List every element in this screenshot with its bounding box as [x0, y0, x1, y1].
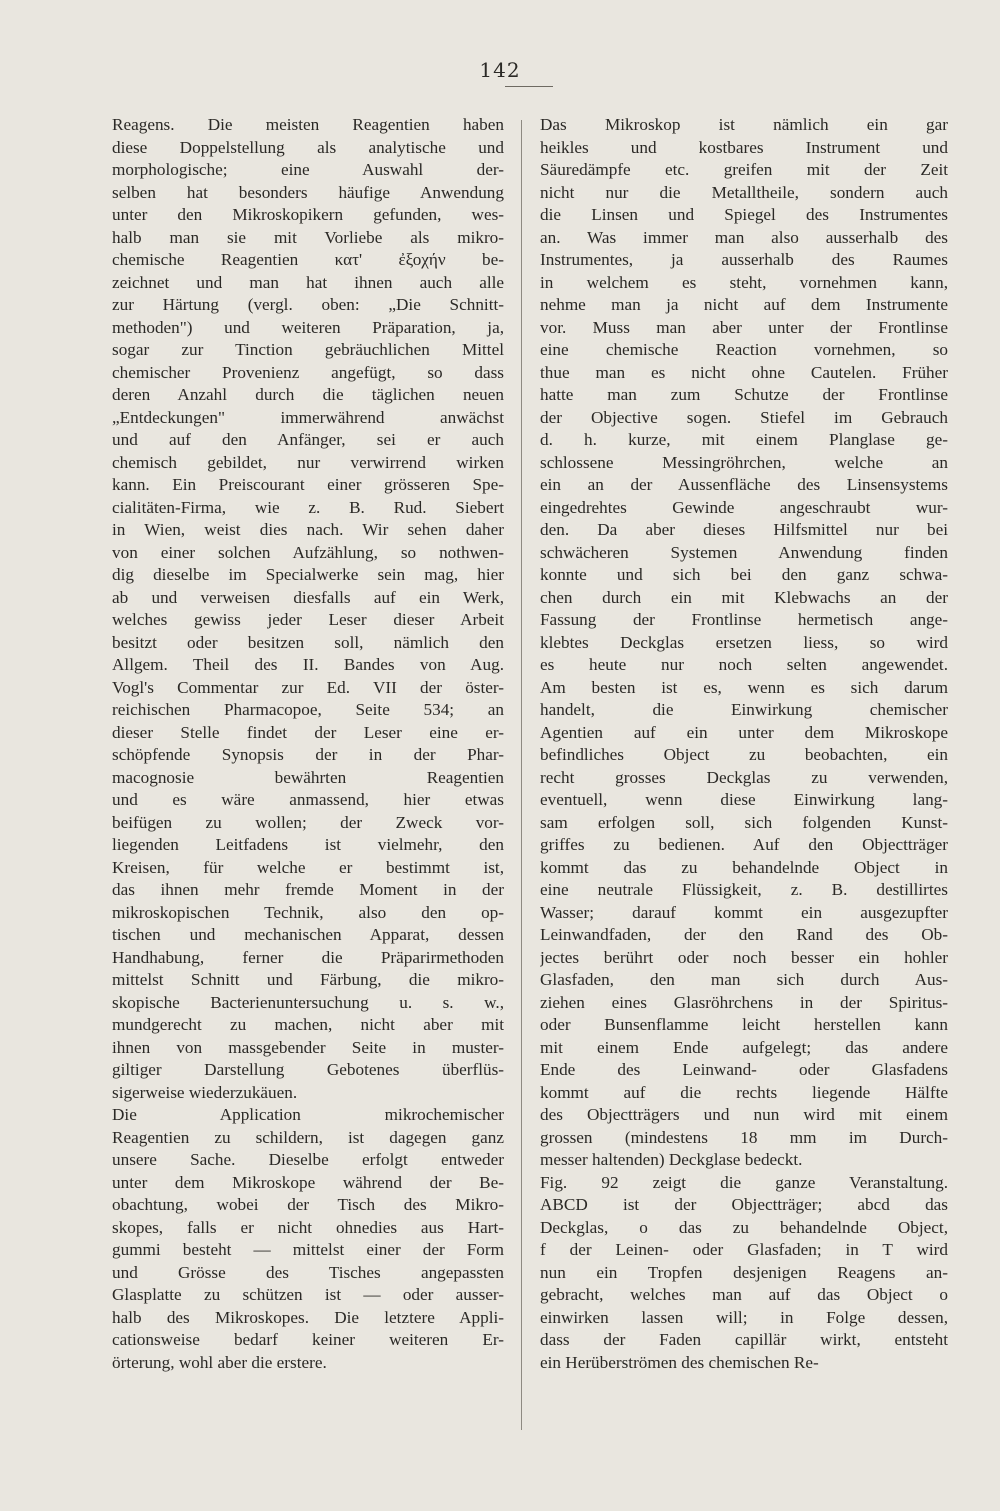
page-number-rule	[505, 86, 553, 87]
text-line: schlossene Messingröhrchen, welche an	[540, 452, 948, 472]
text-line: morphologische; eine Auswahl der-	[112, 160, 504, 179]
text-line: sam erfolgen soll, sich folgenden Kunst-	[540, 812, 948, 832]
text-line: kommt auf die rechts liegende Hälfte	[540, 1082, 948, 1102]
text-line: ihnen von massgebender Seite in muster-	[112, 1037, 504, 1057]
text-line: recht grosses Deckglas zu verwenden,	[540, 767, 948, 787]
text-line: besitzt oder besitzen soll, nämlich den	[112, 632, 504, 652]
text-line: mit einem Ende aufgelegt; das andere	[540, 1037, 948, 1057]
text-line: das ihnen mehr fremde Moment in der	[112, 880, 504, 899]
text-line: oder Bunsenflamme leicht herstellen kann	[540, 1015, 948, 1034]
text-line: den. Da aber dieses Hilfsmittel nur bei	[540, 520, 948, 539]
text-line: Kreisen, für welche er bestimmt ist,	[112, 857, 504, 877]
text-line: ABCD ist der Objectträger; abcd das	[540, 1195, 948, 1214]
text-line: Agentien auf ein unter dem Mikroskope	[540, 722, 948, 742]
text-line: Glasfaden, den man sich durch Aus-	[540, 970, 948, 989]
text-line: diese Doppelstellung als analytische und	[112, 137, 504, 157]
text-line: und es wäre anmassend, hier etwas	[112, 790, 504, 809]
text-line: Handhabung, ferner die Präparirmethoden	[112, 947, 504, 967]
text-line: Deckglas, o das zu behandelnde Object,	[540, 1217, 948, 1237]
page-number: 142	[479, 58, 521, 82]
text-line: ab und verweisen diesfalls auf ein Werk,	[112, 587, 504, 607]
text-line: Ende des Leinwand- oder Glasfadens	[540, 1060, 948, 1079]
text-line: skopes, falls er nicht ohnedies aus Hart-	[112, 1217, 504, 1237]
text-line: chemischer Provenienz angefügt, so dass	[112, 362, 504, 382]
text-line: griffes zu bedienen. Auf den Objectträger	[540, 835, 948, 854]
text-line: mikroskopischen Technik, also den op-	[112, 902, 504, 922]
text-line: ein an der Aussenfläche des Linsensystems	[540, 475, 948, 494]
text-line: macognosie bewährten Reagentien	[112, 767, 504, 787]
text-line: es heute nur noch selten angewendet.	[540, 655, 948, 674]
text-line: Fig. 92 zeigt die ganze Veranstaltung.	[540, 1172, 948, 1192]
text-line: heikles und kostbares Instrument und	[540, 137, 948, 157]
text-line: hatte man zum Schutze der Frontlinse	[540, 385, 948, 404]
text-line: ein Herüberströmen des chemischen Re-	[540, 1352, 819, 1372]
text-line: sogar zur Tinction gebräuchlichen Mittel	[112, 340, 504, 359]
text-line: konnte und sich bei den ganz schwa-	[540, 565, 948, 584]
text-line: Fassung der Frontlinse hermetisch ange-	[540, 610, 948, 629]
text-line: beifügen zu wollen; der Zweck vor-	[112, 812, 504, 832]
text-line: an. Was immer man also ausserhalb des	[540, 227, 948, 247]
text-line: „Entdeckungen" immerwährend anwächst	[112, 407, 504, 427]
text-line: reichischen Pharmacopoe, Seite 534; an	[112, 700, 504, 719]
text-line: cationsweise bedarf keiner weiteren Er-	[112, 1330, 504, 1349]
text-line: zeichnet und man hat ihnen auch alle	[112, 272, 504, 292]
text-line: und auf den Anfänger, sei er auch	[112, 430, 504, 449]
text-line: eine neutrale Flüssigkeit, z. B. destillirtes	[540, 880, 948, 899]
column-divider	[521, 120, 522, 1430]
text-line: gummi besteht — mittelst einer der Form	[112, 1240, 504, 1259]
text-line: schöpfende Synopsis der in der Phar-	[112, 745, 504, 764]
text-line: gebracht, welches man auf das Object o	[540, 1285, 948, 1304]
text-line: dig dieselbe im Specialwerke sein mag, hier	[112, 565, 504, 584]
text-line: obachtung, wobei der Tisch des Mikro-	[112, 1195, 504, 1214]
text-line: sigerweise wiederzukäuen.	[112, 1082, 298, 1102]
text-line: Das Mikroskop ist nämlich ein gar	[540, 115, 948, 134]
text-line: unter dem Mikroskope während der Be-	[112, 1172, 504, 1192]
text-line: kann. Ein Preiscourant einer grösseren Spe-	[112, 475, 504, 494]
text-line: schwächeren Systemen Anwendung finden	[540, 542, 948, 562]
text-line: Am besten ist es, wenn es sich darum	[540, 677, 948, 697]
text-line: zur Härtung (vergl. oben: „Die Schnitt-	[112, 295, 504, 314]
text-line: einwirken lassen will; in Folge dessen,	[540, 1307, 948, 1327]
text-line: selben hat besonders häufige Anwendung	[112, 182, 504, 202]
text-line: von einer solchen Aufzählung, so nothwen-	[112, 542, 504, 562]
text-line: in welchem es steht, vornehmen kann,	[540, 272, 948, 292]
text-line: ziehen eines Glasröhrchens in der Spiritus-	[540, 992, 948, 1012]
text-line: halb des Mikroskopes. Die letztere Appli-	[112, 1307, 504, 1327]
text-line: eventuell, wenn diese Einwirkung lang-	[540, 790, 948, 809]
text-line: Vogl's Commentar zur Ed. VII der öster-	[112, 677, 504, 697]
text-line: deren Anzahl durch die täglichen neuen	[112, 385, 504, 404]
text-line: Wasser; darauf kommt ein ausgezupfter	[540, 902, 948, 922]
text-line: unter den Mikroskopikern gefunden, wes-	[112, 205, 504, 224]
text-line: cialitäten-Firma, wie z. B. Rud. Siebert	[112, 497, 504, 517]
text-line: nun ein Tropfen desjenigen Reagens an-	[540, 1262, 948, 1282]
text-line: messer haltenden) Deckglase bedeckt.	[540, 1150, 803, 1169]
right-text-column	[540, 114, 948, 1374]
text-line: kommt das zu behandelnde Object in	[540, 857, 948, 877]
text-line: nehme man ja nicht auf dem Instrumente	[540, 295, 948, 314]
text-line: Glasplatte zu schützen ist — oder ausser-	[112, 1285, 504, 1304]
text-line: vor. Muss man aber unter der Frontlinse	[540, 317, 948, 337]
text-line: Leinwandfaden, der den Rand des Ob-	[540, 925, 948, 944]
text-line: eine chemische Reaction vornehmen, so	[540, 340, 948, 359]
text-line: Allgem. Theil des II. Bandes von Aug.	[112, 655, 504, 674]
text-line: halb man sie mit Vorliebe als mikro-	[112, 227, 504, 247]
text-line: methoden") und weiteren Präparation, ja,	[112, 317, 504, 337]
text-line: grossen (mindestens 18 mm im Durch-	[540, 1127, 948, 1147]
text-line: und Grösse des Tisches angepassten	[112, 1262, 504, 1282]
text-line: d. h. kurze, mit einem Planglase ge-	[540, 430, 948, 449]
text-line: der Objective sogen. Stiefel im Gebrauch	[540, 407, 948, 427]
text-line: klebtes Deckglas ersetzen liess, so wird	[540, 632, 948, 652]
text-line: skopische Bacterienuntersuchung u. s. w.,	[112, 992, 504, 1012]
text-line: tischen und mechanischen Apparat, dessen	[112, 925, 504, 944]
text-line: mundgerecht zu machen, nicht aber mit	[112, 1015, 504, 1034]
text-line: Reagens. Die meisten Reagentien haben	[112, 115, 504, 134]
text-line: f der Leinen- oder Glasfaden; in T wird	[540, 1240, 948, 1259]
text-line: befindliches Object zu beobachten, ein	[540, 745, 948, 764]
text-line: giltiger Darstellung Gebotenes überflüs-	[112, 1060, 504, 1079]
text-line: nicht nur die Metalltheile, sondern auch	[540, 182, 948, 202]
text-line: handelt, die Einwirkung chemischer	[540, 700, 948, 719]
text-line: Die Application mikrochemischer	[112, 1105, 504, 1124]
text-line: in Wien, weist dies nach. Wir sehen daher	[112, 520, 504, 539]
text-line: eingedrehtes Gewinde angeschraubt wur-	[540, 497, 948, 517]
text-line: jectes berührt oder noch besser ein hohler	[540, 947, 948, 967]
text-line: des Objectträgers und nun wird mit einem	[540, 1105, 948, 1124]
text-line: dass der Faden capillär wirkt, entsteht	[540, 1330, 948, 1349]
text-line: dieser Stelle findet der Leser eine er-	[112, 722, 504, 742]
text-line: mittelst Schnitt und Färbung, die mikro-	[112, 970, 504, 989]
text-line: welches gewiss jeder Leser dieser Arbeit	[112, 610, 504, 629]
left-text-column	[112, 114, 504, 1374]
text-line: örterung, wohl aber die erstere.	[112, 1352, 327, 1372]
text-line: chemisch gebildet, nur verwirrend wirken	[112, 452, 504, 472]
text-line: liegenden Leitfadens ist vielmehr, den	[112, 835, 504, 854]
text-line: Instrumentes, ja ausserhalb des Raumes	[540, 250, 948, 269]
text-line: chen durch ein mit Klebwachs an der	[540, 587, 948, 607]
text-line: unsere Sache. Dieselbe erfolgt entweder	[112, 1150, 504, 1169]
text-line: Säuredämpfe etc. greifen mit der Zeit	[540, 160, 948, 179]
text-line: thue man es nicht ohne Cautelen. Früher	[540, 362, 948, 382]
text-line: Reagentien zu schildern, ist dagegen ganz	[112, 1127, 504, 1147]
text-line: die Linsen und Spiegel des Instrumentes	[540, 205, 948, 224]
text-line: chemische Reagentien κατ' ἐξοχήν be-	[112, 250, 504, 269]
